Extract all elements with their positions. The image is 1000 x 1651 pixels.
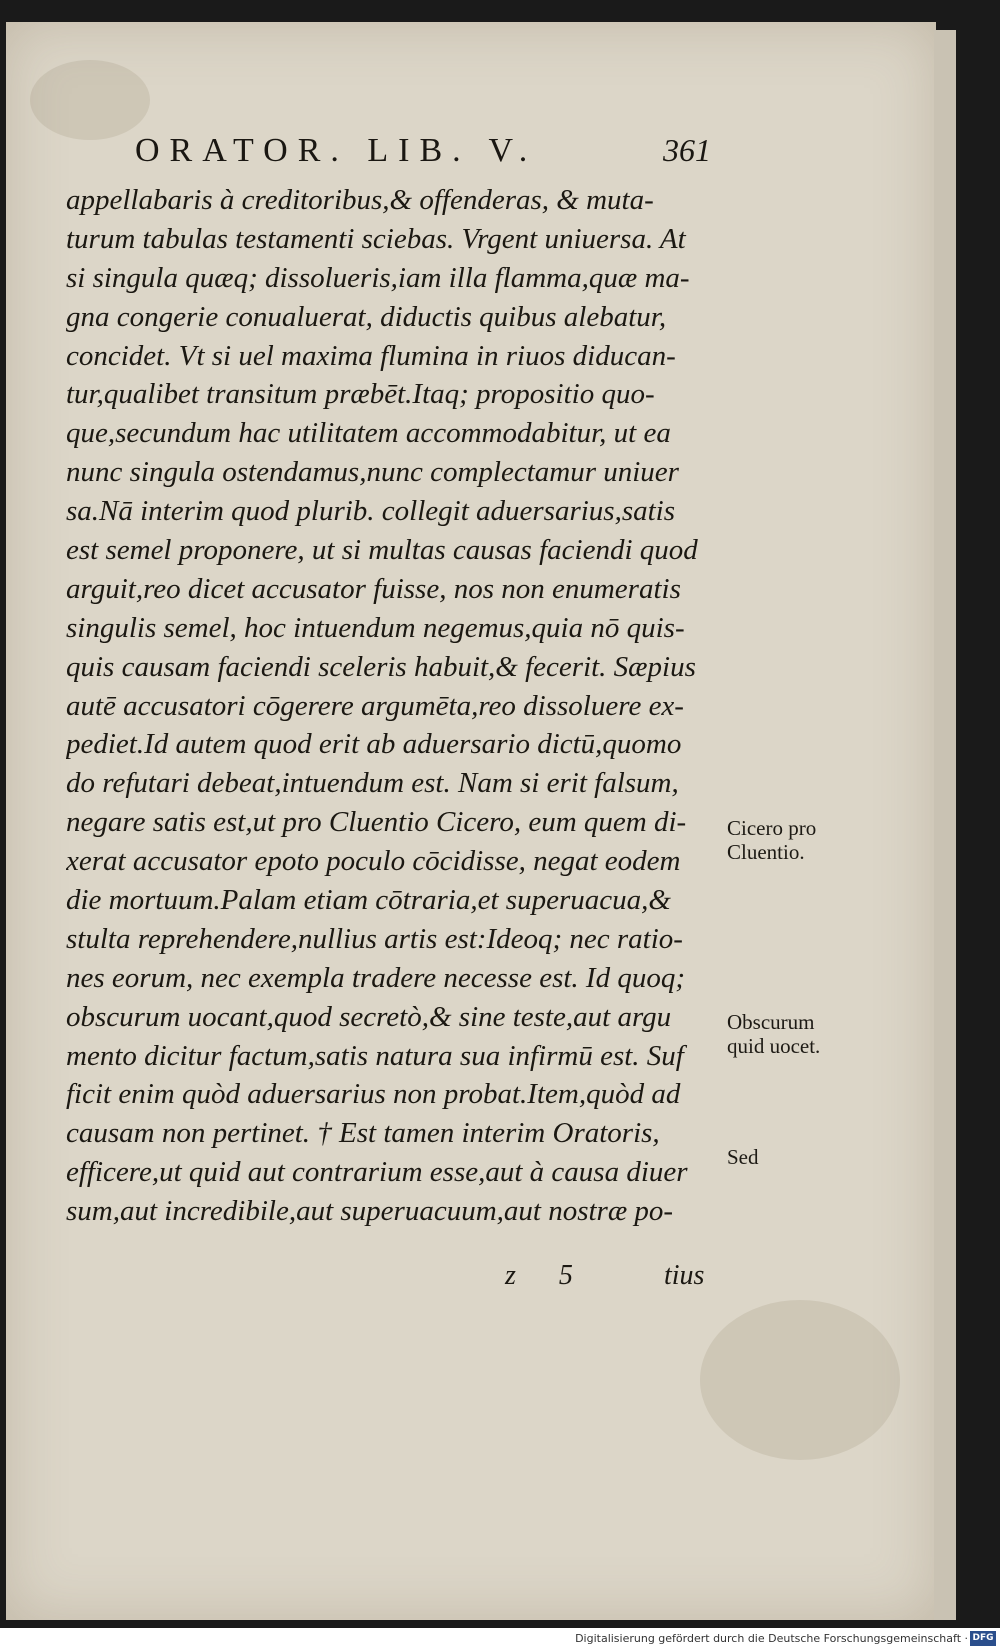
text-line: xerat accusator epoto poculo cōcidisse, negat eodem <box>66 845 681 878</box>
margin-note-line: Cicero pro <box>727 816 817 840</box>
text-line: negare satis est,ut pro Cluentio Cicero, eum quem di- <box>66 806 687 839</box>
text-line: sa.Nā interim quod plurib. collegit aduersarius,satis <box>66 495 676 528</box>
text-line: die mortuum.Palam etiam cōtraria,et superuacua,& <box>66 884 671 917</box>
text-line: que,secundum hac utilitatem accommodabitur, ut ea <box>66 417 671 450</box>
text-line: appellabaris à creditoribus,& offenderas, & muta- <box>66 184 654 216</box>
text-line: concidet. Vt si uel maxima flumina in riuos diducan- <box>66 339 676 372</box>
text-line: ficit enim quòd aduersarius non probat.Item,quòd ad <box>66 1078 681 1111</box>
text-line: pediet.Id autem quod erit ab aduersario dictū,quomo <box>66 728 682 761</box>
text-line: causam non pertinet. † Est tamen interim Oratoris, <box>66 1117 660 1150</box>
text-line: singulis semel, hoc intuendum negemus,quia nō quis- <box>66 611 685 644</box>
catchword: tius <box>664 1260 705 1291</box>
signature-mark: z 5 <box>505 1260 591 1291</box>
text-line: turum tabulas testamenti sciebas. Vrgent uniuersa. At <box>66 222 686 255</box>
dfg-logo: DFG <box>970 1631 996 1646</box>
margin-note-line: Cluentio. <box>727 840 805 864</box>
text-line: stulta reprehendere,nullius artis est:Ideoq; nec ratio- <box>66 922 683 955</box>
text-line: si singula quæq; dissolueris,iam illa flamma,quæ ma- <box>66 261 690 294</box>
text-line: est semel proponere, ut si multas causas faciendi quod <box>66 534 698 567</box>
text-line: arguit,reo dicet accusator fuisse, nos non enumeratis <box>66 572 681 605</box>
page-edge <box>934 30 956 1620</box>
digitization-credit: Digitalisierung gefördert durch die Deutsche Forschungsgemeinschaft · <box>575 1632 968 1645</box>
margin-note-line: Sed <box>727 1145 759 1169</box>
text-line: tur,qualibet transitum præbēt.Itaq; propositio quo- <box>66 378 655 411</box>
margin-note-line: quid uocet. <box>727 1034 821 1058</box>
footer-strip <box>0 1628 1000 1651</box>
text-line: mento dicitur factum,satis natura sua infirmū est. Suf <box>66 1039 684 1072</box>
text-line: do refutari debeat,intuendum est. Nam si erit falsum, <box>66 767 679 800</box>
margin-note-line: Obscurum <box>727 1010 815 1034</box>
text-line: autē accusatori cōgerere argumēta,reo dissoluere ex- <box>66 689 684 722</box>
margin-note-sed <box>727 1145 867 1169</box>
text-line: efficere,ut quid aut contrarium esse,aut à causa diuer <box>66 1156 688 1189</box>
text-line: quis causam faciendi sceleris habuit,& fecerit. Sæpius <box>66 650 696 683</box>
margin-note-cicero <box>727 816 867 864</box>
page-stain <box>30 60 150 140</box>
text-line: nunc singula ostendamus,nunc complectamur uniuer <box>66 456 679 489</box>
text-line: sum,aut incredibile,aut superuacuum,aut nostræ po- <box>66 1195 674 1228</box>
page-stain <box>700 1300 900 1460</box>
main-text <box>66 181 721 1231</box>
text-line: obscurum uocant,quod secretò,& sine teste,aut argu <box>66 1000 672 1033</box>
margin-note-obscurum <box>727 1010 867 1058</box>
text-line: nes eorum, nec exempla tradere necesse est. Id quoq; <box>66 961 685 994</box>
page-number: 361 <box>663 132 711 168</box>
page-header <box>135 132 735 174</box>
text-line: gna congerie conualuerat, diductis quibus alebatur, <box>66 300 667 333</box>
running-head: ORATOR. LIB. V. <box>135 132 538 169</box>
